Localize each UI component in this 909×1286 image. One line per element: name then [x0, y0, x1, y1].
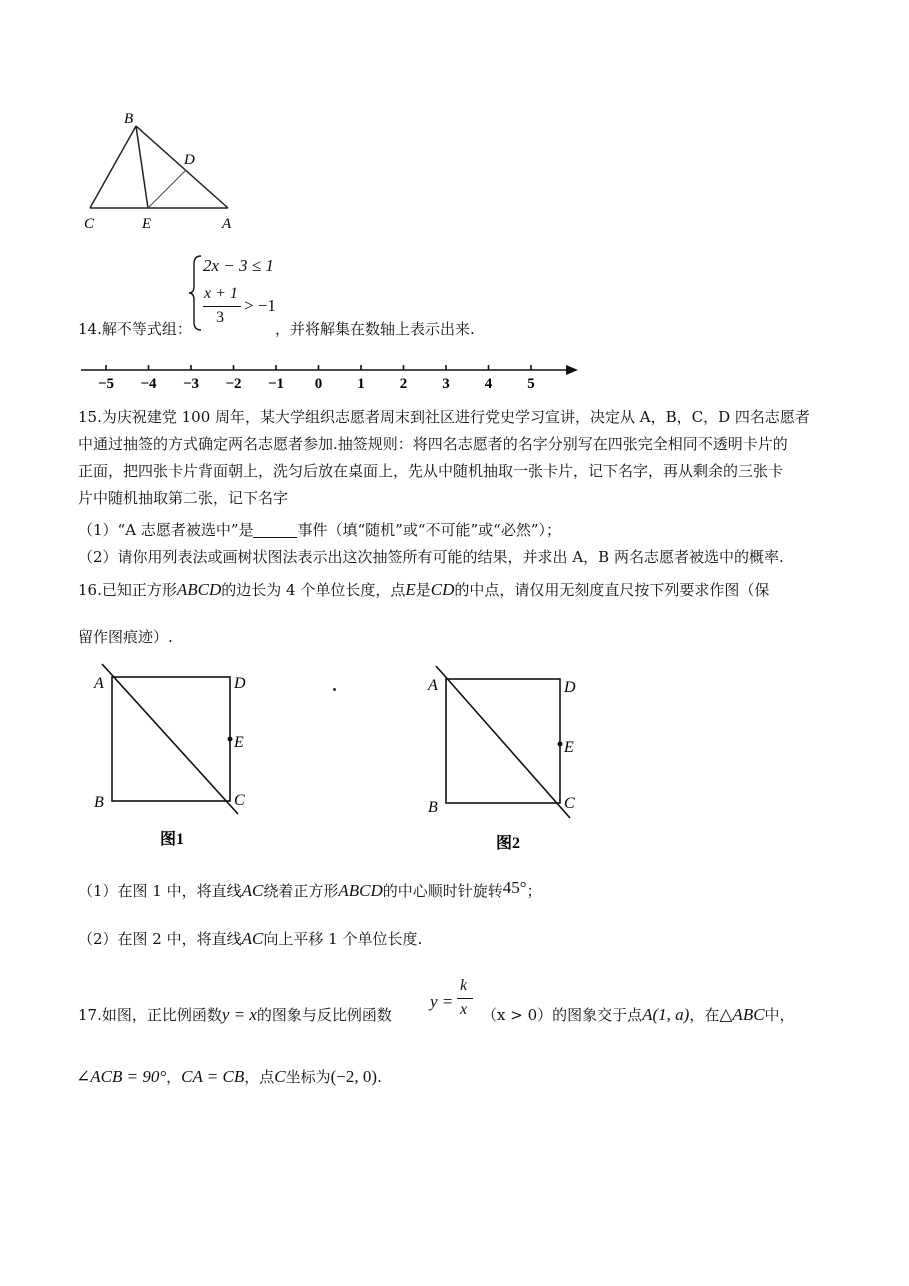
- q16-text-2: 的边长为 4 个单位长度，点: [221, 581, 406, 599]
- q15-line1: 15.为庆祝建党 100 周年，某大学组织志愿者周末到社区进行党史学习宣讲，决定从 A，B，C，D 四名志愿者: [78, 408, 810, 426]
- q17-f2-lhs: y =: [430, 992, 454, 1011]
- number-line-tick-label: 4: [484, 376, 493, 392]
- q16-sub2-ac: AC: [241, 929, 264, 948]
- label-D: D: [184, 152, 195, 168]
- fig1-label-C: C: [234, 792, 245, 809]
- q17-text-7: ，点: [244, 1068, 275, 1086]
- q17-fraction-bar: [457, 998, 473, 999]
- q16-sub1-text-b: 绕着正方形: [263, 882, 339, 900]
- q17-text-2: 的图象与反比例函数: [256, 1006, 392, 1024]
- q15-line4: 片中随机抽取第二张，记下名字: [78, 489, 289, 507]
- fig2-label-E: E: [564, 739, 574, 756]
- number-line-tick-label: 3: [442, 376, 450, 392]
- stray-dot: [333, 688, 336, 691]
- q16-sub1-text-d: ；: [526, 882, 542, 900]
- q14-suffix: ，并将解集在数轴上表示出来.: [275, 320, 475, 338]
- number-line: [78, 354, 583, 394]
- q17-f1: y = x: [221, 1005, 257, 1024]
- q15-line2: 中通过抽签的方式确定两名志愿者参加.抽签规则：将四名志愿者的名字分别写在四张完全相同不透明卡片的: [78, 435, 788, 453]
- answer-blank[interactable]: [253, 521, 297, 538]
- q17-triangle: △ABC: [719, 1005, 765, 1024]
- q17-point-a: A(1, a): [642, 1005, 690, 1024]
- q14-prefix: 14.解不等式组：: [78, 320, 192, 338]
- q16-sub1-text-c: 的中心顺时针旋转: [382, 882, 503, 900]
- inequality-2-rhs: > −1: [244, 296, 276, 315]
- label-B: B: [124, 111, 134, 127]
- fig2-caption: 图2: [496, 835, 521, 852]
- q17-eq: CA = CB: [181, 1067, 245, 1086]
- q17-angle: ∠ACB = 90°: [76, 1067, 167, 1086]
- fig1-caption: 图1: [160, 831, 185, 848]
- fig2-label-C: C: [564, 795, 575, 812]
- q16-sub1-deg: 45°: [502, 878, 527, 897]
- q15-sub1: [78, 517, 561, 544]
- triangle-figure: [78, 104, 248, 234]
- q16-sub1-abcd: ABCD: [338, 881, 383, 900]
- q16-text-1: 16.已知正方形: [78, 581, 177, 599]
- system-brace: [188, 254, 204, 332]
- fig1-label-B: B: [94, 794, 104, 811]
- q17-text-4: ，在: [689, 1006, 720, 1024]
- number-line-tick-label: 5: [527, 376, 535, 392]
- inequality-2-numerator: x + 1: [204, 285, 238, 302]
- q17-text-1: 17.如图，正比例函数: [78, 1006, 222, 1024]
- q17-line1: [78, 1004, 392, 1025]
- q16-cd: CD: [430, 580, 455, 599]
- q17-text-9: .: [377, 1068, 382, 1086]
- q16-sub1: [78, 874, 542, 905]
- q16-abcd: ABCD: [176, 580, 222, 599]
- q17-text-8: 坐标为: [285, 1068, 331, 1086]
- q17-text-5: 中，: [764, 1006, 795, 1024]
- q16-e: E: [405, 580, 416, 599]
- q16-sub2-text-b: 向上平移 1 个单位长度.: [263, 930, 423, 948]
- fig2-label-B: B: [428, 799, 438, 816]
- label-C: C: [84, 216, 95, 232]
- q17-f2-den: x: [460, 1001, 468, 1018]
- number-line-tick-label: −3: [182, 376, 200, 392]
- fig1-label-E: E: [234, 734, 244, 751]
- inequality-1: 2x − 3 ≤ 1: [203, 256, 274, 275]
- fraction-bar: [203, 306, 241, 307]
- fig2-label-D: D: [564, 679, 576, 696]
- q15-sub1-b: 事件（填“随机”或“不可能”或“必然”）；: [297, 521, 561, 539]
- figure-2: [422, 662, 592, 860]
- q16-text-3: 是: [415, 581, 431, 599]
- q16-sub2-text-a: （2）在图 2 中，将直线: [78, 930, 242, 948]
- number-line-tick-label: 1: [357, 376, 365, 392]
- label-A: A: [222, 216, 232, 232]
- q16-line1: [78, 576, 769, 604]
- number-line-tick-label: −1: [267, 376, 285, 392]
- figure-1: [88, 660, 258, 858]
- q16-sub1-text-a: （1）在图 1 中，将直线: [78, 882, 242, 900]
- q17-line2: [76, 1066, 382, 1087]
- number-line-tick-label: −5: [97, 376, 115, 392]
- fig1-label-D: D: [234, 675, 246, 692]
- number-line-tick-label: −2: [225, 376, 242, 392]
- fig2-label-A: A: [428, 677, 438, 694]
- q17-cond: （x > 0）: [482, 1006, 553, 1024]
- q15-sub2: （2）请你用列表法或画树状图法表示出这次抽签所有可能的结果，并求出 A，B 两名志愿者被选中的概率.: [78, 548, 784, 566]
- inequality-2-denominator: 3: [216, 309, 224, 326]
- number-line-tick-label: 0: [314, 376, 323, 392]
- label-E: E: [142, 216, 152, 232]
- fig1-label-A: A: [94, 675, 104, 692]
- q17-f2-num: k: [460, 977, 468, 994]
- q15-sub1-a: （1）“A 志愿者被选中”是: [78, 521, 254, 539]
- q17-coord-c: (−2, 0): [330, 1067, 378, 1086]
- q16-line2: 留作图痕迹）.: [78, 628, 173, 646]
- q17-c: C: [274, 1067, 286, 1086]
- q17-text-6: ，: [166, 1068, 182, 1086]
- q17-text-3: 的图象交于点: [552, 1006, 643, 1024]
- q16-text-4: 的中点，请仅用无刻度直尺按下列要求作图（保: [454, 581, 770, 599]
- q16-sub2: [78, 925, 422, 953]
- q16-sub1-ac: AC: [241, 881, 264, 900]
- number-line-tick-label: 2: [399, 376, 408, 392]
- number-line-tick-label: −4: [140, 376, 157, 392]
- q17-line1-rest: [482, 1004, 795, 1025]
- q15-line3: 正面，把四张卡片背面朝上，洗匀后放在桌面上，先从中随机抽取一张卡片，记下名字，再从剩余的三张卡: [78, 462, 784, 480]
